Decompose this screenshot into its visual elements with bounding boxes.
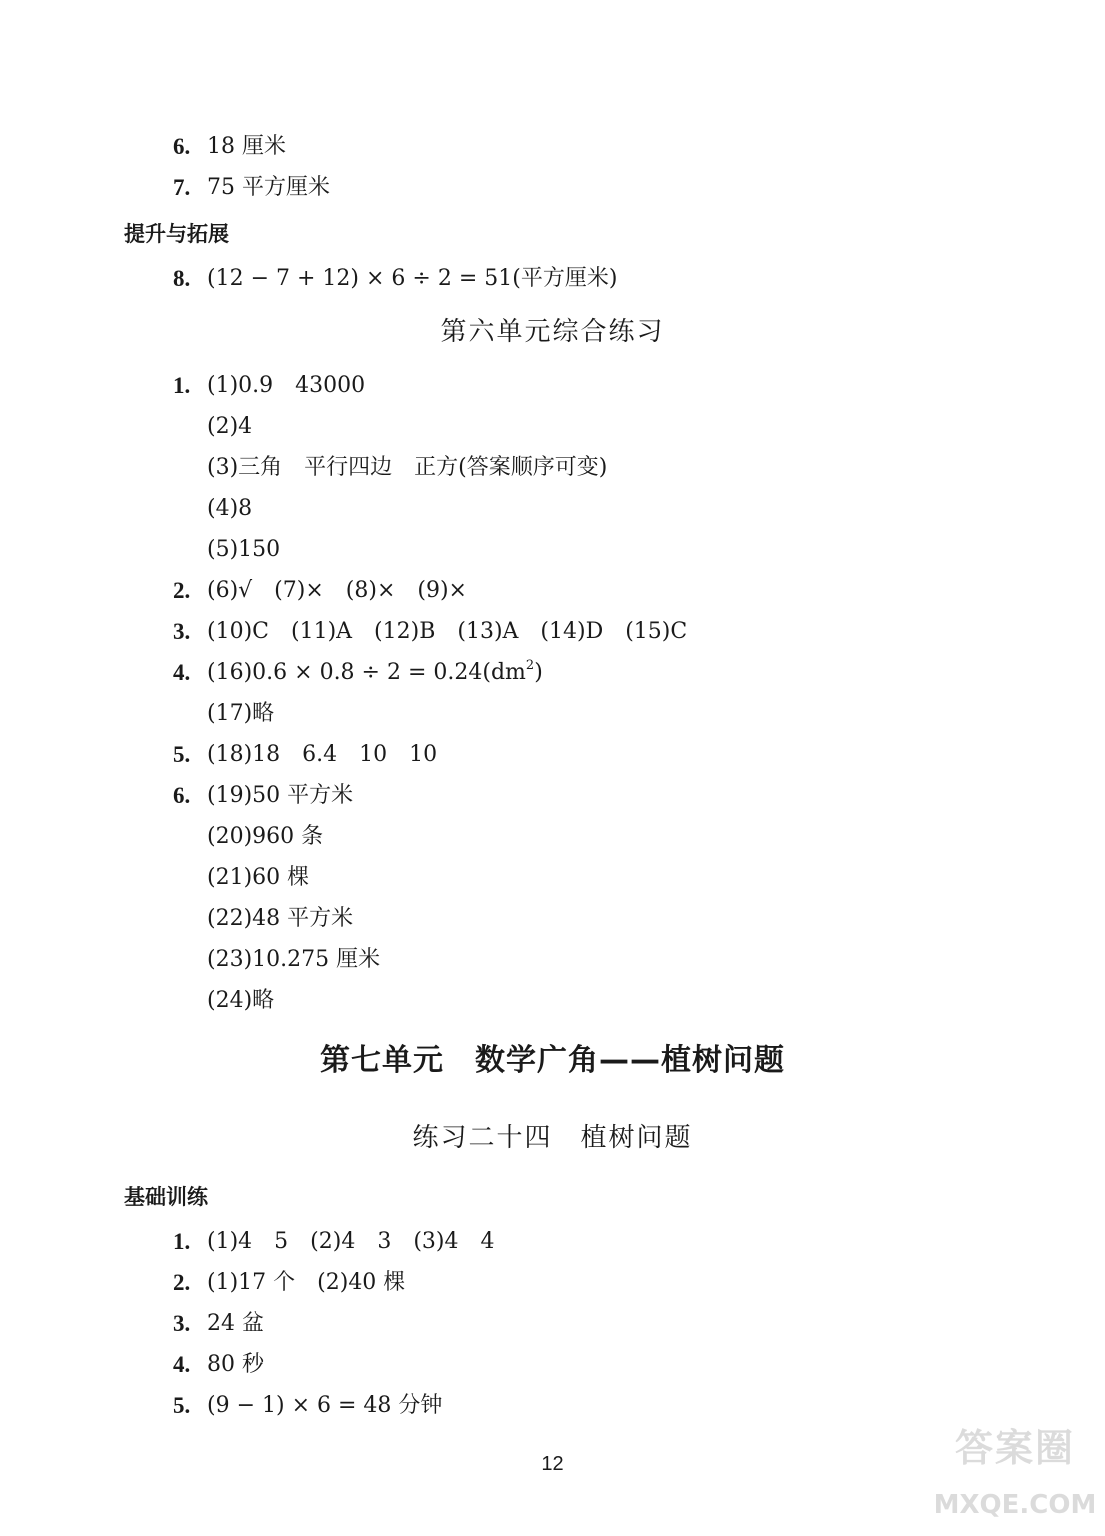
unit6-q4-formula: (16)0.6 × 0.8 ÷ 2 = 0.24(dm <box>207 660 526 685</box>
section-heading-jichu: 基础训练 <box>124 1185 208 1209</box>
unit6-q4-closing: ) <box>534 660 543 685</box>
basic-q1-answer: (1)4 5 (2)4 3 (3)4 4 <box>207 1229 495 1254</box>
section-heading-tisheng: 提升与拓展 <box>124 222 229 246</box>
unit6-q4-answer <box>207 657 543 686</box>
basic-q5-answer: (9 − 1) × 6 = 48 分钟 <box>207 1393 443 1418</box>
basic-q3-answer: 24 盆 <box>207 1311 264 1336</box>
unit6-title: 第六单元综合练习 <box>440 317 665 347</box>
unit6-q1-line: (4)8 <box>207 496 253 521</box>
unit6-q4-line2: (17)略 <box>207 701 275 726</box>
exercise24-title: 练习二十四 植树问题 <box>412 1123 693 1153</box>
unit6-q2-answer: (6)√ (7)× (8)× (9)× <box>207 578 467 603</box>
unit6-q1-line: (2)4 <box>207 414 253 439</box>
answer-6: 18 厘米 <box>207 134 286 159</box>
unit6-q4-exponent: 2 <box>525 657 535 673</box>
unit6-q6-number: 6. <box>173 783 191 808</box>
watermark-top-text: 答案圈 <box>954 1426 1075 1470</box>
unit6-q6-line: (24)略 <box>207 988 275 1013</box>
basic-q2-answer: (1)17 个 (2)40 棵 <box>207 1270 406 1295</box>
basic-q3-number: 3. <box>173 1311 191 1336</box>
unit6-q6-line: (20)960 条 <box>207 824 324 849</box>
unit6-q6-line: (23)10.275 厘米 <box>207 947 381 972</box>
basic-q4-number: 4. <box>173 1352 191 1377</box>
unit7-title: 第七单元 数学广角——植树问题 <box>320 1043 785 1078</box>
item-number-8: 8. <box>173 266 191 291</box>
page-number: 12 <box>541 1453 564 1475</box>
unit6-q1-line: (3)三角 平行四边 正方(答案顺序可变) <box>207 455 608 480</box>
answer-7: 75 平方厘米 <box>207 175 330 200</box>
watermark-logo <box>930 1420 1100 1530</box>
item-number-6: 6. <box>173 134 191 159</box>
unit6-q5-number: 5. <box>173 742 191 767</box>
unit6-q3-answer: (10)C (11)A (12)B (13)A (14)D (15)C <box>207 619 688 644</box>
basic-q4-answer: 80 秒 <box>207 1352 264 1377</box>
unit6-q6-line: (21)60 棵 <box>207 865 310 890</box>
unit6-q1-line: (5)150 <box>207 537 281 562</box>
unit6-q5-answer: (18)18 6.4 10 10 <box>207 742 438 767</box>
unit6-q1-line: (1)0.9 43000 <box>207 373 366 398</box>
unit6-q4-number: 4. <box>173 660 191 685</box>
item-number-7: 7. <box>173 175 191 200</box>
basic-q5-number: 5. <box>173 1393 191 1418</box>
answer-8: (12 − 7 + 12) × 6 ÷ 2 = 51(平方厘米) <box>207 266 618 291</box>
watermark-url-text: MXQE.COM <box>933 1490 1097 1520</box>
unit6-q2-number: 2. <box>173 578 191 603</box>
unit6-q6-line: (22)48 平方米 <box>207 906 354 931</box>
unit6-q1-number: 1. <box>173 373 191 398</box>
basic-q2-number: 2. <box>173 1270 191 1295</box>
basic-q1-number: 1. <box>173 1229 191 1254</box>
unit6-q3-number: 3. <box>173 619 191 644</box>
unit6-q6-line: (19)50 平方米 <box>207 783 354 808</box>
